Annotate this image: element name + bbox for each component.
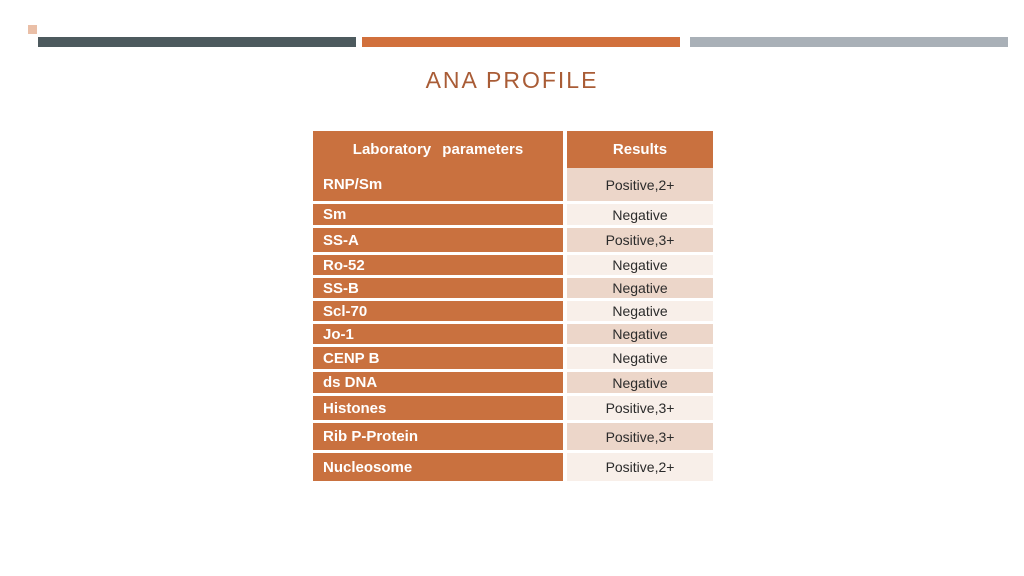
parameter-cell: CENP B xyxy=(313,347,563,369)
result-cell: Positive,2+ xyxy=(567,168,713,201)
table-row xyxy=(313,324,713,344)
table-row xyxy=(313,453,713,481)
table-row xyxy=(313,278,713,298)
table-row xyxy=(313,204,713,225)
parameter-cell: Rib P-Protein xyxy=(313,423,563,450)
parameter-cell: Ro-52 xyxy=(313,255,563,275)
parameter-cell: Histones xyxy=(313,396,563,420)
slide-title: ANA PROFILE xyxy=(425,67,599,93)
parameter-cell: Sm xyxy=(313,204,563,225)
table-row xyxy=(313,396,713,420)
ana-profile-table xyxy=(313,131,713,481)
result-cell: Negative xyxy=(567,255,713,275)
parameter-cell: Scl-70 xyxy=(313,301,563,321)
result-cell: Negative xyxy=(567,278,713,298)
result-cell: Negative xyxy=(567,324,713,344)
result-cell: Negative xyxy=(567,347,713,369)
table-row xyxy=(313,168,713,201)
parameter-cell: ds DNA xyxy=(313,372,563,393)
table-row xyxy=(313,301,713,321)
top-bar-orange xyxy=(362,37,680,47)
result-cell: Positive,2+ xyxy=(567,453,713,481)
result-cell: Positive,3+ xyxy=(567,423,713,450)
table-row xyxy=(313,423,713,450)
parameter-cell: SS-A xyxy=(313,228,563,252)
top-bar-gray xyxy=(690,37,1008,47)
table-row xyxy=(313,347,713,369)
column-header-results: Results xyxy=(567,131,713,168)
table-row xyxy=(313,255,713,275)
result-cell: Positive,3+ xyxy=(567,228,713,252)
parameter-cell: RNP/Sm xyxy=(313,168,563,201)
column-header-laboratory-parameters: Laboratory parameters xyxy=(313,131,563,168)
table-header-row xyxy=(313,131,713,168)
table-row xyxy=(313,372,713,393)
top-bar-dark xyxy=(38,37,356,47)
result-cell: Negative xyxy=(567,204,713,225)
result-cell: Negative xyxy=(567,372,713,393)
result-cell: Positive,3+ xyxy=(567,396,713,420)
result-cell: Negative xyxy=(567,301,713,321)
parameter-cell: SS-B xyxy=(313,278,563,298)
parameter-cell: Jo-1 xyxy=(313,324,563,344)
parameter-cell: Nucleosome xyxy=(313,453,563,481)
accent-square xyxy=(28,25,37,34)
table-body xyxy=(313,168,713,481)
table-row xyxy=(313,228,713,252)
